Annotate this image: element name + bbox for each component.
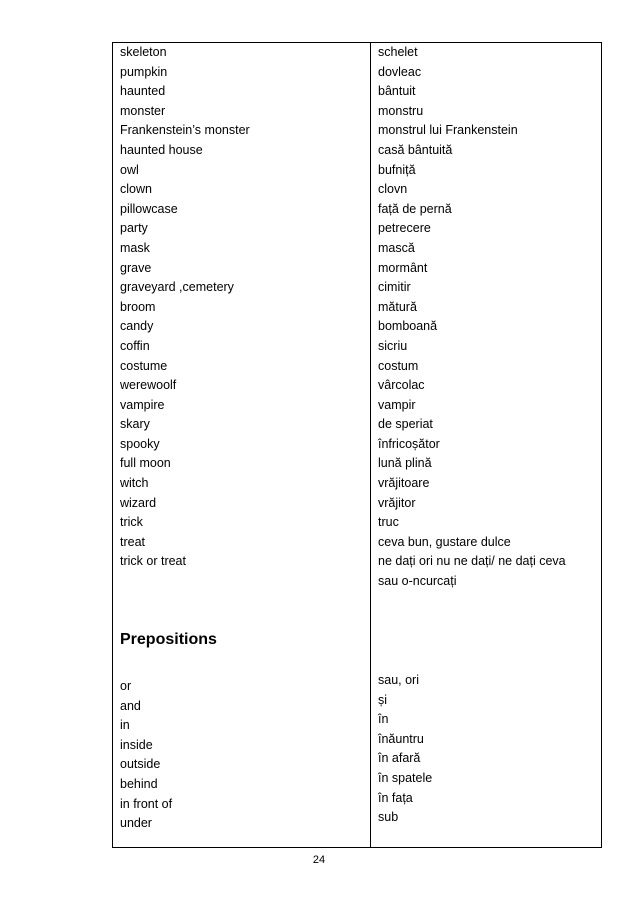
vocab-romanian: față de pernă <box>378 201 452 216</box>
vocab-romanian: clovn <box>378 182 408 197</box>
vocab-romanian: lună plină <box>378 456 432 471</box>
vocab-english: witch <box>120 476 149 491</box>
vocab-romanian: dovleac <box>378 64 422 79</box>
prepositions-heading: Prepositions <box>120 631 217 648</box>
vocab-english: treat <box>120 534 146 549</box>
vocab-english: wizard <box>120 495 157 510</box>
preposition-english: or <box>120 679 132 693</box>
vocab-english: vampire <box>120 397 165 412</box>
preposition-english: behind <box>120 776 158 791</box>
vocab-romanian: sau o-ncurcați <box>378 574 457 589</box>
vocab-english: skary <box>120 417 150 432</box>
vocab-english: werewoolf <box>120 378 177 393</box>
vocab-romanian: vrăjitoare <box>378 476 430 491</box>
vocab-english: broom <box>120 299 156 314</box>
vocab-romanian: ne dați ori nu ne dați/ ne dați ceva <box>378 554 566 569</box>
vocab-english: pillowcase <box>120 201 178 216</box>
english-column <box>120 43 250 592</box>
preposition-romanian: înăuntru <box>378 731 424 746</box>
vocab-romanian: petrecere <box>378 221 431 236</box>
vocabulary-table <box>112 42 602 848</box>
preposition-romanian: și <box>378 692 388 707</box>
vocab-romanian: vrăjitor <box>378 495 416 510</box>
vocab-english: mask <box>120 240 150 255</box>
vocab-english: haunted <box>120 84 166 99</box>
vocab-romanian: schelet <box>378 45 418 59</box>
vocab-romanian: truc <box>378 515 399 530</box>
preposition-romanian: în fața <box>378 790 413 805</box>
preposition-english: in front of <box>120 796 173 811</box>
vocab-english: skeleton <box>120 45 167 59</box>
vocab-english: costume <box>120 358 168 373</box>
vocab-english: trick <box>120 515 143 530</box>
preposition-english: inside <box>120 737 153 752</box>
vocab-english: owl <box>120 162 139 177</box>
vocab-english: coffin <box>120 338 150 353</box>
vocab-romanian: vampir <box>378 397 416 412</box>
vocab-english: trick or treat <box>120 554 186 569</box>
preposition-english: under <box>120 816 152 831</box>
vocab-english: party <box>120 221 148 236</box>
preposition-english: in <box>120 718 130 733</box>
vocab-romanian: cimitir <box>378 280 411 295</box>
vocab-english: Frankenstein’s monster <box>120 123 250 138</box>
vocab-romanian: înfricoșător <box>378 436 440 451</box>
preposition-romanian: sub <box>378 810 399 825</box>
vocab-english: haunted house <box>120 142 203 157</box>
vocab-english: clown <box>120 182 152 197</box>
vocab-romanian: mască <box>378 240 415 255</box>
vocab-english: monster <box>120 103 166 118</box>
prepositions-romanian-column <box>378 671 432 828</box>
vocab-romanian: bomboană <box>378 319 438 334</box>
page-number: 24 <box>312 854 326 866</box>
preposition-romanian: în afară <box>378 751 421 766</box>
vocab-english: pumpkin <box>120 64 168 79</box>
vocab-romanian: monstrul lui Frankenstein <box>378 123 518 138</box>
vocab-english: candy <box>120 319 154 334</box>
vocab-romanian: de speriat <box>378 417 433 432</box>
vocab-romanian: ceva bun, gustare dulce <box>378 534 511 549</box>
vocab-romanian: sicriu <box>378 338 408 353</box>
preposition-romanian: sau, ori <box>378 673 419 687</box>
prepositions-english-column <box>120 677 172 834</box>
vocab-romanian: vârcolac <box>378 378 425 393</box>
vocab-romanian: mătură <box>378 299 417 314</box>
column-divider <box>370 43 371 847</box>
vocab-romanian: costum <box>378 358 419 373</box>
vocab-romanian: casă bântuită <box>378 142 453 157</box>
preposition-english: outside <box>120 757 161 772</box>
preposition-english: and <box>120 698 141 713</box>
vocab-romanian: bufniță <box>378 162 416 177</box>
vocab-english: grave <box>120 260 152 275</box>
vocab-english: spooky <box>120 436 160 451</box>
vocab-romanian: mormânt <box>378 260 428 275</box>
vocab-english: full moon <box>120 456 171 471</box>
vocab-romanian: bântuit <box>378 84 416 99</box>
vocab-english <box>120 572 250 592</box>
vocab-romanian: monstru <box>378 103 424 118</box>
preposition-romanian: în <box>378 712 389 727</box>
preposition-romanian: în spatele <box>378 770 433 785</box>
vocab-english: graveyard ,cemetery <box>120 280 234 295</box>
romanian-column <box>378 43 566 592</box>
